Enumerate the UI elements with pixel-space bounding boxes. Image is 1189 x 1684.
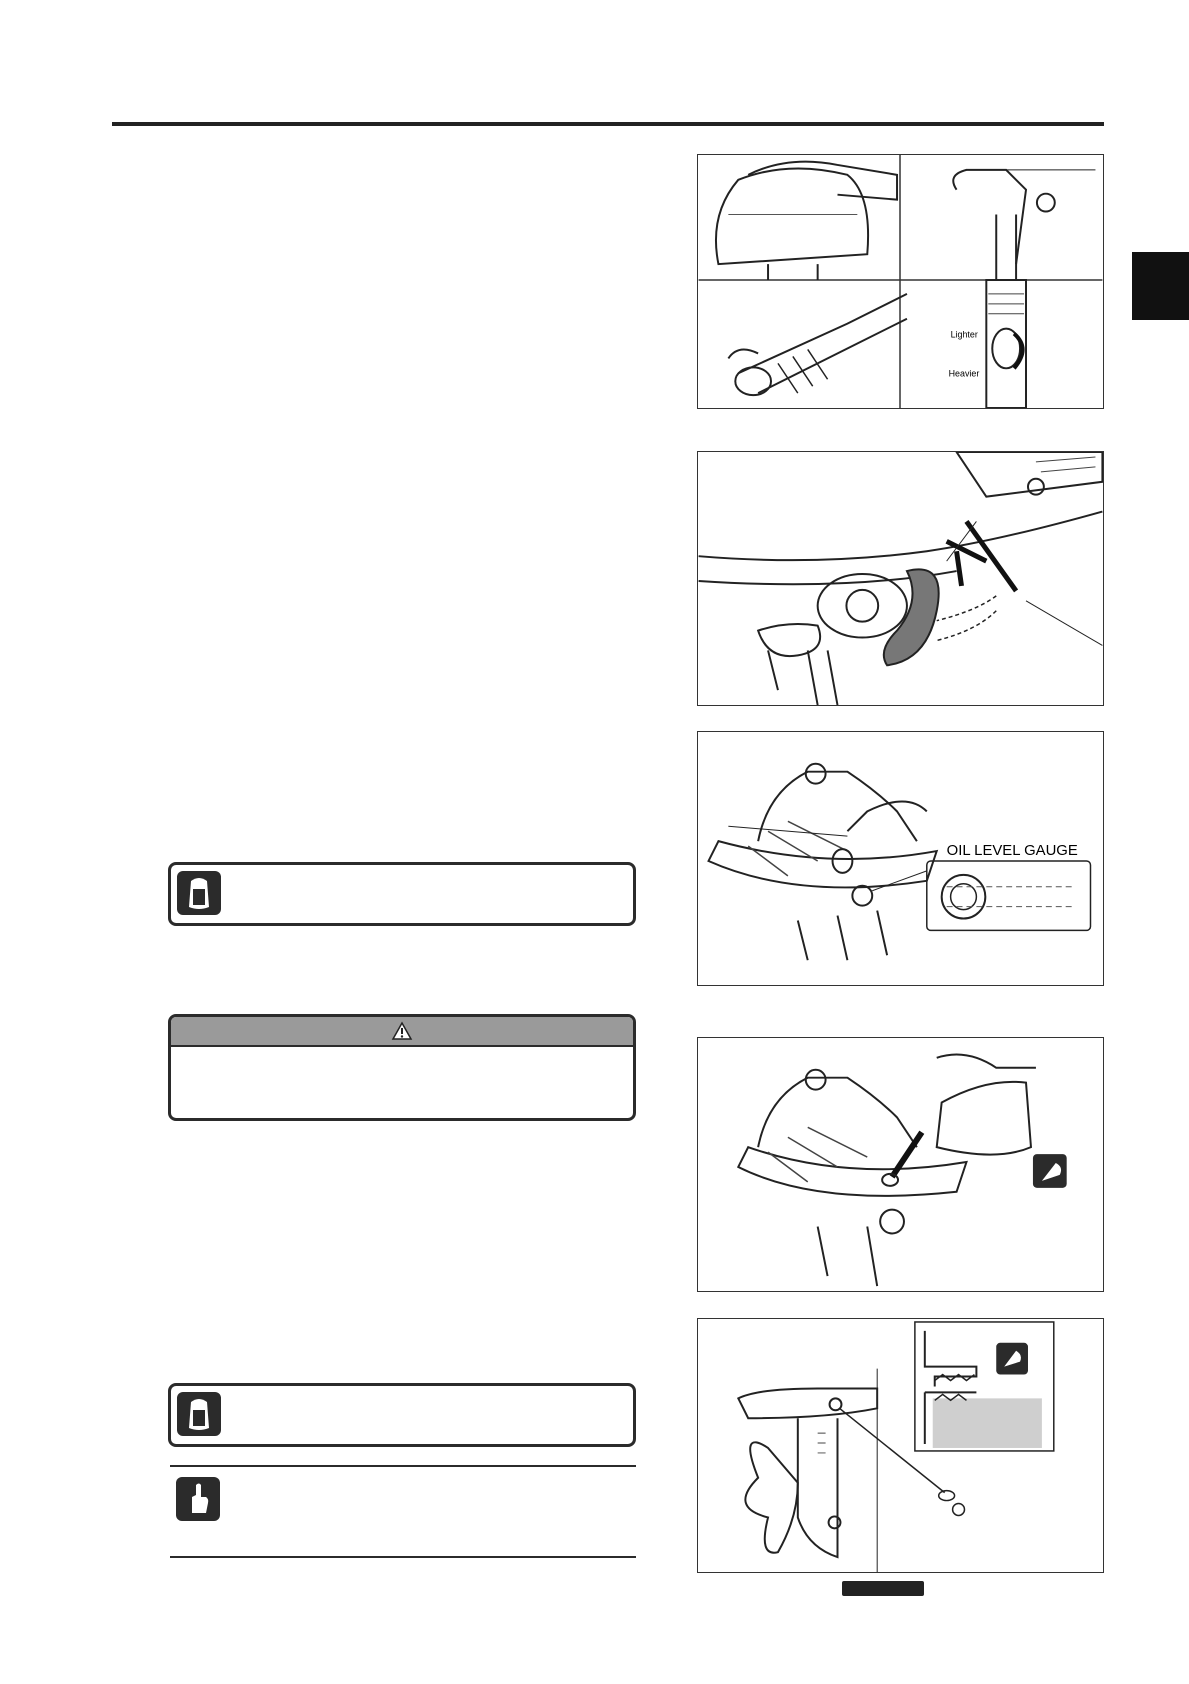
figure-oil-level-gauge-drawing (698, 732, 1103, 985)
figure-pouring-oil (697, 1037, 1104, 1292)
warning-box (168, 1014, 636, 1121)
figure-steering-lever (697, 451, 1104, 706)
heavier-label: Heavier (948, 368, 980, 379)
oil-level-gauge-label: OIL LEVEL GAUGE (946, 843, 1078, 860)
warning-triangle-icon (391, 1021, 413, 1041)
warning-header (171, 1017, 633, 1047)
figure-gear-oil-plugs-drawing (698, 1319, 1103, 1572)
tip-block (170, 1465, 636, 1558)
figure-cowling-and-throttle-drawing (698, 155, 1103, 408)
lighter-label: Lighter (950, 329, 978, 340)
header-rule (112, 122, 1104, 126)
figure-pouring-oil-drawing (698, 1038, 1103, 1291)
figure-oil-level-gauge (697, 731, 1104, 986)
pointing-hand-icon (176, 1477, 220, 1521)
oil-can-icon (177, 1392, 221, 1436)
figure-cowling-and-throttle (697, 154, 1104, 409)
figure-gear-oil-plugs (697, 1318, 1104, 1573)
figure-steering-lever-drawing (698, 452, 1103, 705)
oil-can-icon (177, 871, 221, 915)
note-box-oil-2 (168, 1383, 636, 1447)
section-tab (1132, 252, 1189, 320)
page-number-label (842, 1581, 924, 1596)
note-box-oil-1 (168, 862, 636, 926)
